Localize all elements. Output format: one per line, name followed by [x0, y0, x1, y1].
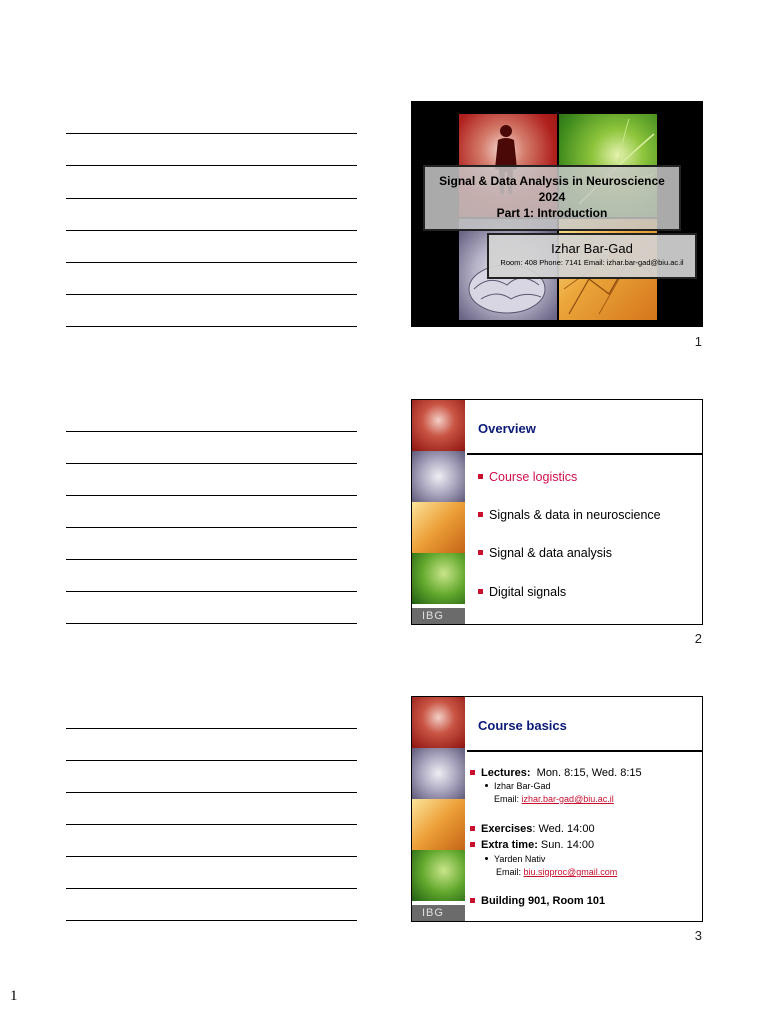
extra-time-bullet: Extra time: Sun. 14:00	[470, 839, 594, 851]
location-bullet: Building 901, Room 101	[470, 895, 605, 907]
ta-email-line: Email: biu.sigproc@gmail.com	[496, 867, 618, 877]
slide-title: Overview	[478, 421, 536, 436]
circuit-thumbnail	[412, 799, 465, 850]
ta-email-link[interactable]: biu.sigproc@gmail.com	[523, 867, 618, 877]
note-line	[66, 262, 357, 263]
circuit-thumbnail	[412, 502, 465, 553]
figure-thumbnail	[412, 697, 465, 748]
image-strip	[412, 400, 465, 624]
note-line	[66, 294, 357, 295]
bullet-item: Course logistics	[478, 470, 577, 484]
part-title: Part 1: Introduction	[496, 206, 608, 220]
figure-thumbnail	[412, 400, 465, 451]
note-line	[66, 559, 357, 560]
slide-3-course-basics	[411, 696, 703, 922]
image-strip	[412, 697, 465, 921]
note-line	[66, 527, 357, 528]
leaf-thumbnail	[412, 850, 465, 901]
note-line	[66, 760, 357, 761]
brain-thumbnail	[412, 748, 465, 799]
slide-title: Course basics	[478, 718, 567, 733]
note-line	[66, 230, 357, 231]
note-line	[66, 888, 357, 889]
note-line	[66, 856, 357, 857]
note-line	[66, 463, 357, 464]
exercises-bullet: Exercises: Wed. 14:00	[470, 823, 595, 835]
course-title: Signal & Data Analysis in Neuroscience	[439, 174, 665, 188]
slide-title-box	[423, 165, 681, 231]
note-line	[66, 431, 357, 432]
bullet-item: Signals & data in neuroscience	[478, 508, 661, 522]
lectures-bullet: Lectures: Mon. 8:15, Wed. 8:15	[470, 767, 642, 779]
note-line	[66, 495, 357, 496]
course-year: 2024	[538, 190, 566, 204]
bullet-item: Signal & data analysis	[478, 546, 612, 560]
slide-1-title	[411, 101, 703, 327]
page-number: 1	[10, 988, 18, 1004]
note-line	[66, 326, 357, 327]
ta-name: Yarden Nativ	[485, 854, 545, 864]
note-line	[66, 198, 357, 199]
slide-2-overview	[411, 399, 703, 625]
author-contact: Room: 408 Phone: 7141 Email: izhar.bar-gad@biu.ac.il	[500, 258, 684, 267]
title-divider	[467, 750, 703, 752]
note-line	[66, 824, 357, 825]
brain-thumbnail	[412, 451, 465, 502]
slide-number: 1	[694, 334, 702, 349]
lecturer-email-link[interactable]: izhar.bar-gad@biu.ac.il	[521, 794, 614, 804]
title-divider	[467, 453, 703, 455]
ibg-logo: IBG	[412, 905, 465, 921]
slide-number: 2	[694, 631, 702, 646]
author-box	[487, 233, 697, 279]
author-name: Izhar Bar-Gad	[551, 241, 633, 256]
bullet-item: Digital signals	[478, 585, 566, 599]
note-line	[66, 165, 357, 166]
lecturer-name: Izhar Bar-Gad	[485, 781, 551, 791]
note-line	[66, 591, 357, 592]
slide-number: 3	[694, 928, 702, 943]
note-line	[66, 623, 357, 624]
note-line	[66, 920, 357, 921]
lecturer-email-line: Email: izhar.bar-gad@biu.ac.il	[494, 794, 614, 804]
note-line	[66, 792, 357, 793]
leaf-thumbnail	[412, 553, 465, 604]
ibg-logo: IBG	[412, 608, 465, 624]
note-line	[66, 728, 357, 729]
note-line	[66, 133, 357, 134]
